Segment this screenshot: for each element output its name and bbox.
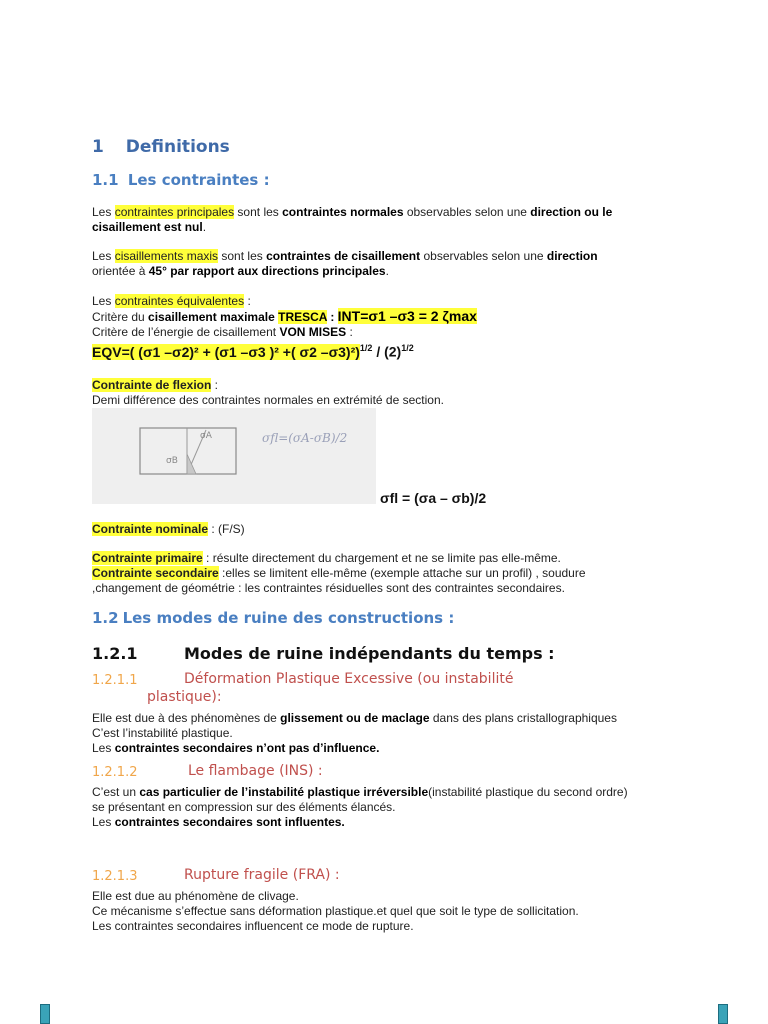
svg-text:σA: σA: [200, 431, 212, 441]
highlight-cisaillements-maxis: cisaillements maxis: [114, 249, 219, 263]
paragraph-flambage: C’est un cas particulier de l’instabilité plastique irréversible(instabilité plastique du second ordre) se présentant en compression sur des éléments élancés. Les contraintes secondaires sont influentes.: [92, 785, 628, 829]
paragraph-principales: Les contraintes principales sont les contraintes normales observables selon une direction ou le cisaillement est nul.: [92, 205, 613, 234]
section-1-2-1-3-heading: 1.2.1.3 Rupture fragile (FRA) :: [92, 867, 340, 884]
paragraph-equivalentes: Les contraintes équivalentes : Critère du cisaillement maximale TRESCA : INT=σ1 –σ3 = 2 ζmax Critère de l’énergie de cisaillement VON MISES :: [92, 294, 477, 339]
section-1-number: 1: [92, 137, 104, 157]
von-mises-formula: EQV=( (σ1 –σ2)² + (σ1 –σ3 )² +( σ2 $-\sigma 3)^2)^{1/2} / (2)^{1/2}$: [92, 343, 414, 360]
section-1-1-number: 1.1: [92, 171, 119, 189]
paragraph-primaire-secondaire: Contrainte primaire : résulte directement du chargement et ne se limite pas elle-même. Contrainte secondaire :elles se limitent elle-même (exemple attache sur un profil) , soudure ,changement de géométrie : les contraintes résiduelles sont des contraintes secondaires.: [92, 551, 586, 595]
section-1-2-heading: 1.2 Les modes de ruine des constructions :: [92, 609, 455, 627]
highlight-contraintes-principales: contraintes principales: [114, 205, 235, 219]
flexion-sketch-image: [92, 408, 376, 504]
highlight-contrainte-secondaire: Contrainte secondaire: [92, 566, 219, 580]
section-1-2-1-1-heading: 1.2.1.1 Déformation Plastique Excessive (ou instabilité plastique):: [92, 671, 514, 705]
section-1-1-title: Les contraintes :: [127, 171, 270, 189]
highlight-contraintes-equivalentes: contraintes équivalentes: [114, 294, 245, 308]
sketch-handwritten-formula: σfl=(σA-σB)/2: [262, 431, 348, 445]
paragraph-flexion: Contrainte de flexion : Demi différence des contraintes normales en extrémité de section.: [92, 378, 444, 407]
highlight-contrainte-primaire: Contrainte primaire: [92, 551, 203, 565]
highlight-contrainte-nominale: Contrainte nominale: [92, 522, 209, 536]
paragraph-rupture-fragile: Elle est due au phénomène de clivage. Ce mécanisme s’effectue sans déformation plastique.et quel que soit le type de sollicitation. Les contraintes secondaires influencent ce mode de rupture.: [92, 889, 579, 933]
highlight-contrainte-flexion: Contrainte de flexion: [92, 378, 212, 392]
svg-text:σB: σB: [166, 456, 178, 466]
section-1-2-1-2-heading: 1.2.1.2 Le flambage (INS) :: [92, 763, 323, 780]
paragraph-nominale: Contrainte nominale : (F/S): [92, 522, 245, 536]
section-1-title: Definitions: [125, 137, 230, 157]
page-marker-right-icon: [718, 1004, 728, 1024]
flexion-formula: σfl = (σa – σb)/2: [380, 490, 487, 506]
tresca-formula: INT=σ1 –σ3 = 2 ζmax: [337, 308, 477, 324]
section-1-2-1-heading: 1.2.1 Modes de ruine indépendants du temps :: [92, 644, 555, 663]
paragraph-deformation: Elle est due à des phénomènes de glissement ou de maclage dans des plans cristallographiques C’est l’instabilité plastique. Les contraintes secondaires n’ont pas d’influence.: [92, 711, 617, 755]
page-marker-left-icon: [40, 1004, 50, 1024]
section-1-1-heading: [92, 171, 270, 189]
paragraph-cisaillements: Les cisaillements maxis sont les contraintes de cisaillement observables selon une direction orientée à 45° par rapport aux directions principales.: [92, 249, 598, 278]
section-1-heading: [92, 137, 230, 157]
